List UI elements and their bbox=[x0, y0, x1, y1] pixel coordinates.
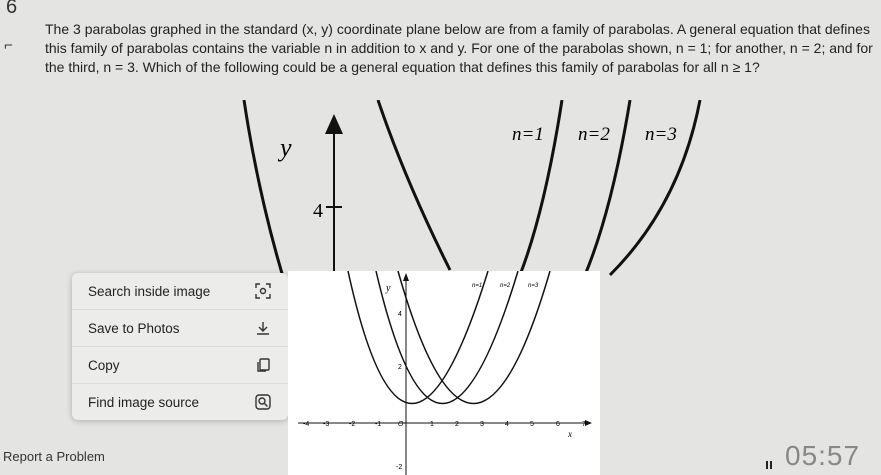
n3-label: n=3 bbox=[528, 283, 539, 289]
lens-scan-icon bbox=[254, 282, 272, 300]
timer: 05:57 bbox=[785, 440, 861, 471]
y-axis-label: y bbox=[386, 283, 391, 294]
menu-item-label: Search inside image bbox=[88, 283, 211, 299]
x-axis-arrow bbox=[585, 420, 592, 426]
y-tick-label: 2 bbox=[398, 364, 402, 371]
visual-search-icon bbox=[254, 393, 272, 411]
x-tick-label: -3 bbox=[323, 421, 330, 428]
x-tick-label: 1 bbox=[430, 421, 434, 428]
n1-label: n=1 bbox=[472, 283, 483, 289]
n3-label: n=3 bbox=[645, 124, 677, 145]
x-tick-label: 3 bbox=[480, 421, 484, 428]
menu-item-label: Copy bbox=[88, 357, 120, 373]
x-tick-label: 7 bbox=[582, 421, 586, 428]
x-tick-label: -2 bbox=[349, 421, 356, 428]
x-tick-label: 2 bbox=[455, 421, 459, 428]
n2-curve bbox=[376, 271, 518, 404]
download-icon bbox=[254, 319, 272, 337]
menu-item-copy[interactable] bbox=[72, 347, 288, 384]
menu-item-find-image-source[interactable] bbox=[72, 384, 288, 420]
y-axis-label: y bbox=[280, 133, 292, 162]
n2-label: n=2 bbox=[500, 283, 511, 289]
left-parabola-arm-2 bbox=[378, 100, 450, 270]
pause-icon[interactable] bbox=[766, 461, 772, 469]
x-tick-label: 4 bbox=[505, 421, 509, 428]
question-text: The 3 parabolas graphed in the standard (x, y) coordinate plane below are from a family of parabolas. A general equation that defines this family of parabolas contains the variable n in addition to x and y. For one of the parabolas shown, n = 1; for another, n = 2; and for the third, n = 3. Which of the following could be a general equation that defines this family of parabolas for all n ≥ 1? bbox=[45, 21, 873, 75]
y-tick-label: -2 bbox=[396, 464, 403, 471]
n2-label: n=2 bbox=[578, 124, 610, 145]
y-tick-label: 4 bbox=[313, 200, 323, 222]
copy-icon bbox=[254, 356, 272, 374]
x-tick-label: O bbox=[398, 421, 404, 428]
x-tick-label: -1 bbox=[375, 421, 382, 428]
x-tick-label: -4 bbox=[303, 421, 310, 428]
x-axis-label: x bbox=[568, 429, 572, 439]
flag-icon[interactable]: ⌐ bbox=[4, 37, 13, 54]
lifted-image-thumbnail[interactable] bbox=[288, 271, 600, 475]
menu-item-save-to-photos[interactable] bbox=[72, 310, 288, 347]
report-problem-link[interactable]: Report a Problem bbox=[3, 449, 105, 464]
y-axis-arrow bbox=[403, 273, 409, 281]
parabola-graph-thumbnail bbox=[288, 271, 600, 475]
menu-item-label: Find image source bbox=[88, 394, 200, 410]
x-tick-label: 6 bbox=[556, 421, 560, 428]
image-context-menu bbox=[72, 273, 288, 420]
n1-curve bbox=[348, 271, 488, 404]
n1-label: n=1 bbox=[512, 124, 544, 145]
question-number: 6 bbox=[6, 0, 18, 18]
menu-item-search-inside-image[interactable] bbox=[72, 273, 288, 310]
n3-curve bbox=[398, 271, 550, 404]
y-tick-label: 4 bbox=[398, 311, 402, 318]
menu-item-label: Save to Photos bbox=[88, 320, 180, 336]
x-tick-label: 5 bbox=[530, 421, 534, 428]
